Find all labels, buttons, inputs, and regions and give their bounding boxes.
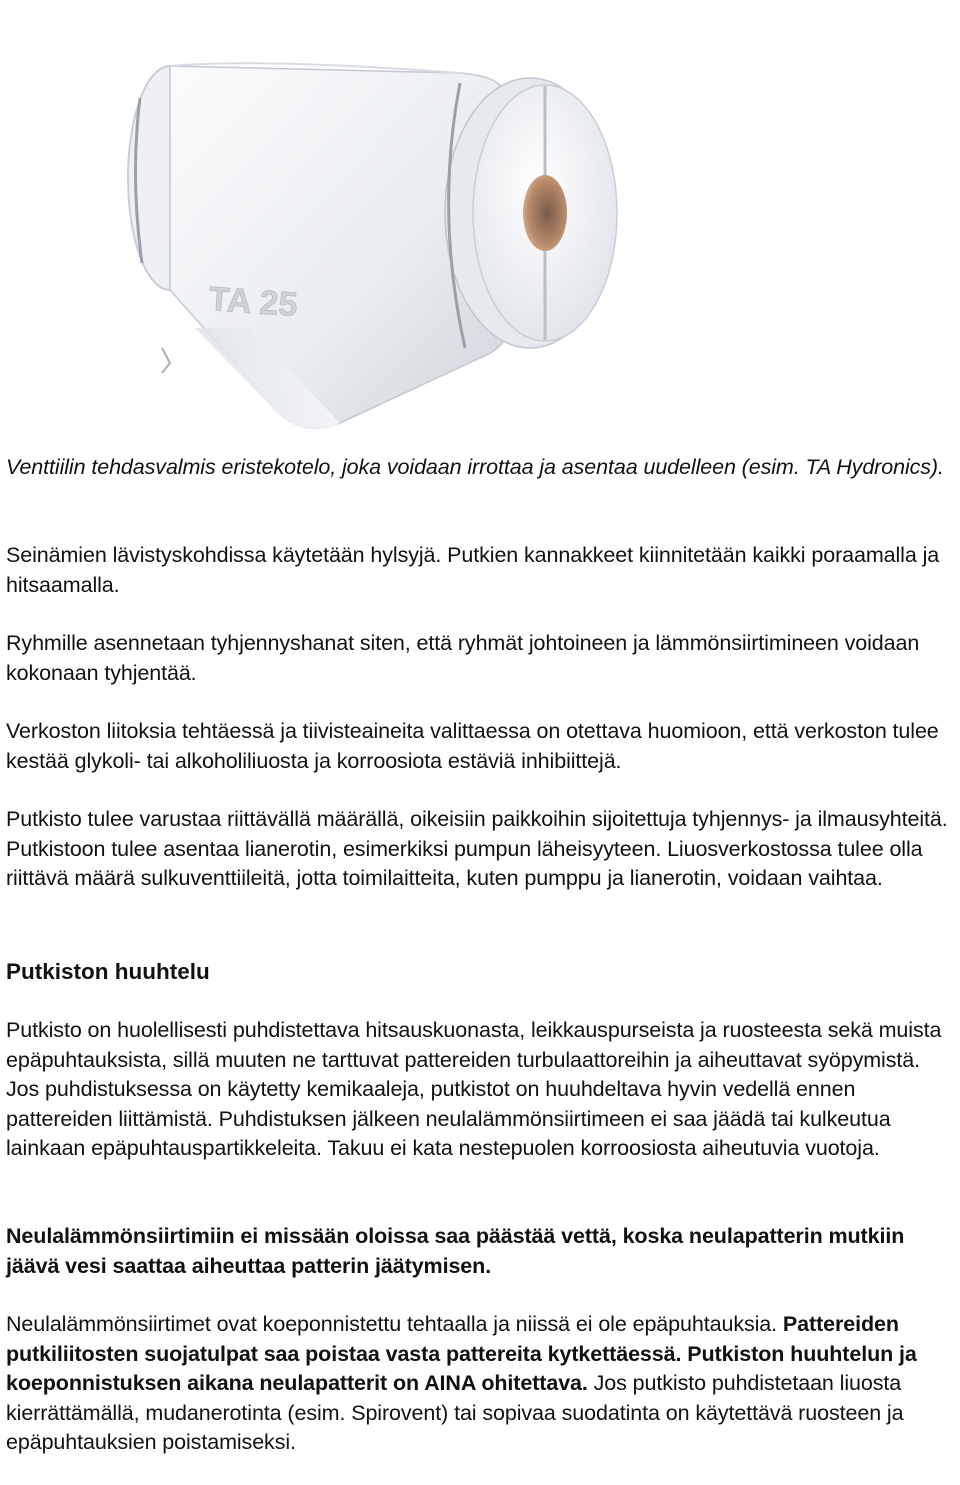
section-heading: Putkiston huuhtelu: [6, 959, 210, 984]
paragraph-water-warning: Neulalämmönsiirtimiin ei missään oloissa saa päästää vettä, koska neulapatterin mutkiin jäävä vesi saattaa aiheuttaa patterin jäätymisen.: [6, 1224, 905, 1278]
pressure-test-bold: Pattereiden putkiliitosten suojatulpat saa poistaa vasta pattereita kytkettäessä. Putkiston huuhtelun ja koeponnistuksen aikana neulapatterit on AINA ohitettava.: [6, 1312, 917, 1395]
embossed-label: TA 25: [207, 280, 299, 325]
paragraph-pressure-test: [6, 1310, 956, 1458]
paragraph-joints-sealants: Verkoston liitoksia tehtäessä ja tiivisteaineita valittaessa on otettava huomioon, että verkoston tulee kestää glykoli- tai alkoholiliuosta ja korroosiota estäviä inhibiittejä.: [6, 719, 939, 773]
pressure-test-text-1: Neulalämmönsiirtimet ovat koeponnistettu tehtaalla ja niissä ei ole epäpuhtauksia.: [6, 1312, 778, 1336]
paragraph-drain-air-connections: Putkisto tulee varustaa riittävällä määrällä, oikeisiin paikkoihin sijoitettuja tyhjennys- ja ilmausyhteitä. Putkistoon tulee asentaa lianerotin, esimerkiksi pumpun läheisyyteen. Liuosverkostossa tulee olla riittävä määrä sulkuventtiileitä, jotta toimilaitteita, kuten pumppu ja lianerotin, voidaan vaihtaa.: [6, 807, 948, 890]
paragraph-drain-valves: Ryhmille asennetaan tyhjennyshanat siten, että ryhmät johtoineen ja lämmönsiirtimineen voidaan kokonaan tyhjentää.: [6, 631, 920, 685]
pressure-test-text-2: Jos putkisto puhdistetaan liuosta kierrättämällä, mudanerotinta (esim. Spirovent) tai sopivaa suodatinta on käytettävä ruosteen ja epäpuhtauksien poistamiseksi.: [6, 1371, 904, 1454]
paragraph-sleeves: Seinämien lävistyskohdissa käytetään hylsyjä. Putkien kannakkeet kiinnitetään kaikki poraamalla ja hitsaamalla.: [6, 543, 940, 597]
photo-caption: Venttiilin tehdasvalmis eristekotelo, joka voidaan irrottaa ja asentaa uudelleen (esim. TA Hydronics).: [6, 455, 944, 479]
valve-insulation-photo: [100, 28, 620, 448]
paragraph-cleaning: Putkisto on huolellisesti puhdistettava hitsauskuonasta, leikkauspurseista ja ruosteesta sekä muista epäpuhtauksista, sillä muuten ne tarttuvat pattereiden turbulaattoreihin ja aiheuttavat syöpymistä. Jos puhdistuksessa on käytetty kemikaaleja, putkistot on huuhdeltava hyvin vedellä ennen pattereiden liittämistä. Puhdistuksen jälkeen neulalämmönsiirtimeen ei saa jäädä tai kulkeutua lainkaan epäpuhtauspartikkeleita. Takuu ei kata nestepuolen korroosiosta aiheutuvia vuotoja.: [6, 1018, 942, 1160]
